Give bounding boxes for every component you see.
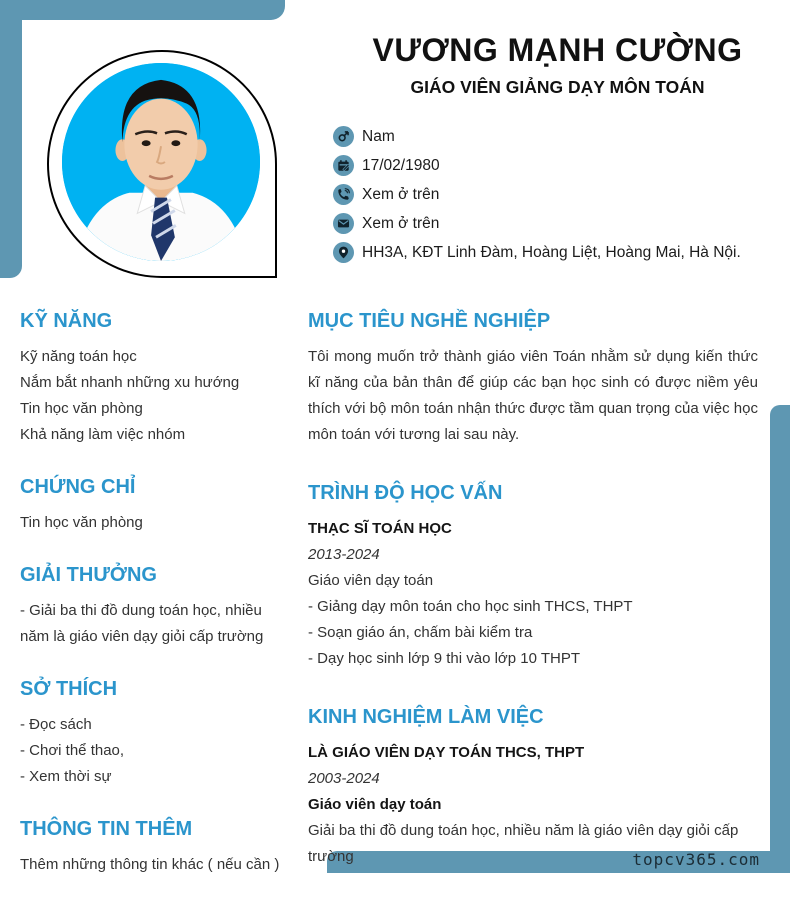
education-period: 2013-2024: [308, 546, 380, 563]
contact-row-gender: [333, 122, 773, 151]
candidate-job-title: GIÁO VIÊN GIẢNG DẠY MÔN TOÁN: [410, 77, 705, 97]
hobby-item: - Chơi thể thao,: [20, 742, 125, 759]
education-detail: - Dạy học sinh lớp 9 thi vào lớp 10 THPT: [308, 650, 581, 667]
watermark: topcv365.com: [632, 850, 760, 869]
section-title-education: TRÌNH ĐỘ HỌC VẤN: [308, 482, 503, 504]
section-experience: [308, 704, 758, 870]
section-skills: [20, 308, 295, 448]
section-objective: [308, 308, 758, 448]
experience-detail: Giải ba thi đồ dung toán học, nhiều năm là giáo viên dạy giỏi cấp trường: [308, 822, 739, 865]
additional-info-item: Thêm những thông tin khác ( nếu cần ): [20, 856, 280, 873]
left-column: [20, 308, 295, 904]
section-hobbies: [20, 676, 295, 790]
section-title-objective: MỤC TIÊU NGHỀ NGHIỆP: [308, 310, 551, 332]
contact-row-email: [333, 209, 773, 238]
right-column: [308, 308, 758, 896]
gender-icon: [333, 126, 354, 147]
experience-role: Giáo viên dạy toán: [308, 796, 442, 813]
experience-period: 2003-2024: [308, 770, 380, 787]
skill-item: Tin học văn phòng: [20, 400, 143, 417]
profile-photo: [62, 63, 260, 261]
objective-text: Tôi mong muốn trở thành giáo viên Toán nhằm sử dụng kiến thức kĩ năng của bản thân để giúp các bạn học sinh có được niềm yêu thích với bộ môn toán nhận thức được tầm quan trọng của việc học môn toán với tương lai sau này.: [308, 348, 758, 443]
section-title-hobbies: SỞ THÍCH: [20, 678, 118, 700]
section-certificates: [20, 474, 295, 536]
section-awards: [20, 562, 295, 650]
hobby-item: - Xem thời sự: [20, 768, 112, 785]
top-accent-bar: [0, 0, 285, 20]
calendar-icon: [333, 155, 354, 176]
section-title-additional-info: THÔNG TIN THÊM: [20, 818, 193, 840]
hobby-item: - Đọc sách: [20, 716, 92, 733]
education-degree: THẠC SĨ TOÁN HỌC: [308, 520, 452, 537]
contact-email: Xem ở trên: [362, 214, 440, 232]
skill-item: Kỹ năng toán học: [20, 348, 137, 365]
contact-address: HH3A, KĐT Linh Đàm, Hoàng Liệt, Hoàng Mai, Hà Nội.: [362, 243, 741, 261]
contact-row-address: [333, 238, 773, 267]
skill-item: Nắm bắt nhanh những xu hướng: [20, 374, 240, 391]
education-role: Giáo viên dạy toán: [308, 572, 434, 589]
section-title-experience: KINH NGHIỆM LÀM VIỆC: [308, 706, 544, 728]
skill-item: Khả năng làm việc nhóm: [20, 426, 186, 443]
phone-icon: [333, 184, 354, 205]
contact-row-phone: [333, 180, 773, 209]
header: [325, 30, 790, 98]
contact-gender: Nam: [362, 127, 395, 145]
mail-icon: [333, 213, 354, 234]
section-education: [308, 480, 758, 672]
candidate-name: VƯƠNG MẠNH CƯỜNG: [372, 32, 743, 68]
education-detail: - Giảng dạy môn toán cho học sinh THCS, THPT: [308, 598, 633, 615]
left-accent-strip: [0, 0, 22, 278]
certificate-item: Tin học văn phòng: [20, 514, 143, 531]
section-title-skills: KỸ NĂNG: [20, 310, 113, 332]
location-icon: [333, 242, 354, 263]
award-item: - Giải ba thi đồ dung toán học, nhiều năm là giáo viên dạy giỏi cấp trường: [20, 602, 264, 645]
portrait-illustration: [62, 63, 260, 261]
contact-birthdate: 17/02/1980: [362, 156, 440, 174]
section-title-awards: GIẢI THƯỞNG: [20, 564, 157, 586]
education-detail: - Soạn giáo án, chấm bài kiểm tra: [308, 624, 533, 641]
experience-position: LÀ GIÁO VIÊN DẠY TOÁN THCS, THPT: [308, 744, 585, 761]
contact-row-birthdate: [333, 151, 773, 180]
right-accent-tab: [770, 405, 790, 873]
contact-list: [333, 122, 773, 267]
profile-photo-frame: [47, 50, 277, 278]
contact-phone: Xem ở trên: [362, 185, 440, 203]
section-additional-info: [20, 816, 295, 878]
section-title-certificates: CHỨNG CHỈ: [20, 476, 136, 498]
